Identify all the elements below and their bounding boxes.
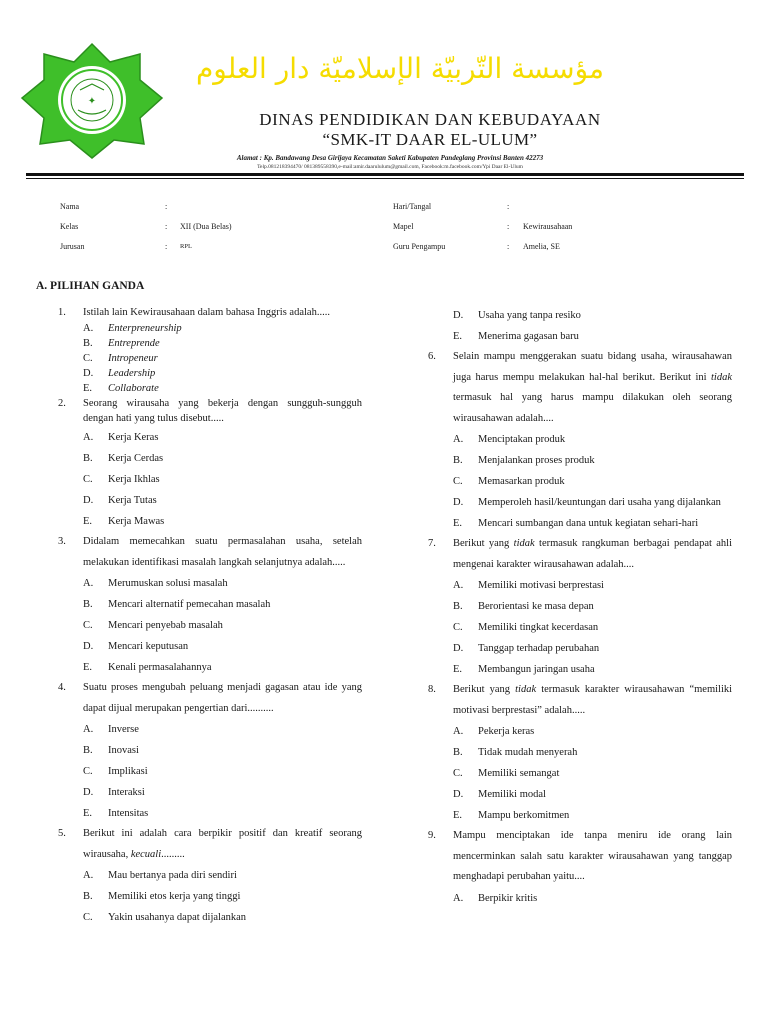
option-letter: A. (453, 892, 464, 904)
option-letter: C. (453, 768, 463, 779)
option-letter: B. (83, 891, 93, 902)
info-value: RPL (180, 243, 192, 250)
option-text: Berpikir kritis (478, 892, 538, 904)
info-label: Kelas (60, 222, 79, 231)
answer-option[interactable] (58, 782, 362, 803)
question-number: 9. (428, 830, 436, 841)
option-text: Merumuskan solusi masalah (108, 578, 228, 589)
option-text: Implikasi (108, 766, 148, 777)
info-label: Jurusan (60, 242, 85, 251)
question-7 (428, 534, 732, 575)
option-text: Memiliki motivasi berprestasi (478, 580, 604, 591)
option-text: Mencari alternatif pemecahan masalah (108, 599, 271, 610)
option-text: Mencari sumbangan dana untuk kegiatan sehari-hari (478, 518, 699, 529)
question-emphasis: tidak (711, 371, 733, 383)
option-text: Pekerja keras (478, 726, 535, 737)
question-number: 8. (428, 684, 436, 695)
answer-option[interactable] (428, 471, 732, 492)
option-text: Kerja Ikhlas (108, 474, 160, 485)
answer-option[interactable] (58, 511, 362, 532)
header-divider-thick (26, 173, 744, 176)
option-letter: A. (83, 724, 94, 735)
section-title: A. PILIHAN GANDA (36, 280, 145, 292)
option-text: Kenali permasalahannya (108, 662, 212, 673)
option-text: Inverse (108, 724, 139, 735)
option-letter: B. (83, 453, 93, 464)
question-number: 3. (58, 536, 66, 547)
question-text: Mampu menciptakan ide tanpa meniru ide orang lain mencerminkan salah satu karakter wirausahawan yang tanggap menghadapi perubahan yaitu.... (453, 830, 732, 882)
question-text-end: termasuk hal yang harus mampu dilakukan oleh seorang wirausahawan adalah.... (453, 392, 732, 424)
question-9 (428, 826, 732, 888)
option-letter: E. (83, 662, 93, 673)
arabic-foundation-title: مؤسسة التّربيّة الإسلاميّة دار العلوم (195, 52, 605, 85)
answer-option[interactable] (428, 721, 732, 742)
option-letter: B. (83, 745, 93, 756)
school-name: “SMK-IT DAAR EL-ULUM” (322, 130, 538, 149)
option-letter: C. (83, 620, 93, 631)
answer-option[interactable] (428, 575, 732, 596)
option-text: Yakin usahanya dapat dijalankan (108, 912, 247, 923)
answer-option[interactable] (428, 326, 732, 347)
info-label: Mapel (393, 222, 414, 231)
option-text: Kerja Keras (108, 432, 159, 443)
question-text-end: ......... (161, 848, 185, 860)
answer-option[interactable] (58, 469, 362, 490)
option-text: Mencari penyebab masalah (108, 620, 223, 631)
questions-left-column (58, 305, 362, 928)
option-text: Collaborate (108, 383, 159, 394)
option-text: Memiliki modal (478, 789, 546, 800)
option-text: Intropeneur (108, 353, 158, 364)
option-letter: E. (83, 383, 93, 394)
question-text: Berikut yang (453, 684, 511, 695)
option-text: Menjalankan proses produk (478, 455, 595, 466)
info-value: Amelia, SE (523, 242, 560, 251)
option-text: Membangun jaringan usaha (478, 664, 595, 675)
info-label: Nama (60, 202, 80, 211)
option-text: Memiliki tingkat kecerdasan (478, 622, 599, 633)
question-emphasis: kecuali (130, 848, 162, 860)
option-letter: C. (83, 766, 93, 777)
option-text: Menerima gagasan baru (478, 331, 579, 342)
answer-option[interactable] (58, 615, 362, 636)
option-text: Tidak mudah menyerah (478, 747, 578, 758)
info-label: Hari/Tangal (393, 202, 432, 211)
info-value: Kewirausahaan (523, 222, 573, 231)
question-text-end: termasuk rangkuman berbagai pendapat ahli mengenai karakter wirausahawan adalah.... (453, 538, 733, 570)
info-colon: : (165, 242, 168, 251)
option-text: Memperoleh hasil/keuntungan dari usaha yang dijalankan (478, 497, 721, 508)
info-row-kelas (60, 222, 380, 234)
question-8 (428, 680, 732, 721)
option-letter: C. (83, 353, 93, 364)
answer-option[interactable] (428, 888, 732, 909)
option-letter: E. (453, 331, 463, 342)
info-colon: : (507, 202, 510, 211)
option-letter: A. (453, 726, 464, 737)
option-letter: B. (453, 747, 463, 758)
info-colon: : (165, 222, 168, 231)
option-letter: C. (453, 622, 463, 633)
answer-option[interactable] (58, 803, 362, 824)
question-text-end: termasuk karakter wirausahawan “memiliki motivasi berprestasi” adalah..... (453, 684, 733, 716)
answer-option[interactable] (428, 742, 732, 763)
option-letter: D. (83, 368, 94, 379)
info-colon: : (165, 202, 168, 211)
answer-option[interactable] (428, 596, 732, 617)
answer-option[interactable] (58, 719, 362, 740)
option-letter: D. (453, 497, 464, 508)
question-text: Berikut yang (453, 538, 510, 549)
option-text: Kerja Cerdas (108, 453, 164, 464)
question-emphasis: tidak (515, 684, 537, 695)
option-text: Intensitas (108, 808, 149, 819)
school-address: Alamat : Kp. Bandawang Desa Girijaya Kecamatan Saketi Kabupaten Pandeglang Provinsi Banten 42273 (236, 154, 544, 162)
option-letter: A. (453, 434, 464, 445)
info-row-guru (393, 242, 713, 254)
answer-option[interactable] (58, 636, 362, 657)
option-letter: B. (83, 599, 93, 610)
questions-right-column (428, 305, 732, 909)
answer-option[interactable] (428, 784, 732, 805)
option-letter: B. (83, 338, 93, 349)
answer-option[interactable] (428, 659, 732, 680)
option-text: Tanggap terhadap perubahan (478, 643, 600, 654)
question-text: Suatu proses mengubah peluang menjadi gagasan atau ide yang dapat dijual merupakan pengertian dari.......... (83, 682, 362, 714)
question-4 (58, 678, 362, 719)
option-letter: C. (83, 912, 93, 923)
answer-option[interactable] (58, 427, 362, 448)
question-text: Istilah lain Kewirausahaan dalam bahasa Inggris adalah..... (83, 307, 330, 318)
option-letter: A. (83, 432, 94, 443)
answer-option[interactable] (58, 740, 362, 761)
info-row-jurusan (60, 242, 380, 254)
answer-option[interactable] (58, 490, 362, 511)
option-text: Entreprende (108, 338, 160, 349)
option-text: Usaha yang tanpa resiko (478, 310, 581, 321)
option-letter: E. (453, 518, 463, 529)
option-letter: D. (83, 787, 94, 798)
answer-option[interactable] (428, 450, 732, 471)
option-text: Enterpreneurship (108, 323, 182, 334)
answer-option[interactable] (428, 429, 732, 450)
option-letter: C. (453, 476, 463, 487)
option-text: Menciptakan produk (478, 434, 566, 445)
option-letter: A. (453, 580, 464, 591)
answer-option[interactable] (58, 907, 362, 928)
option-text: Kerja Mawas (108, 516, 165, 527)
question-number: 1. (58, 307, 66, 318)
option-letter: A. (83, 870, 94, 881)
answer-option[interactable] (58, 336, 362, 351)
answer-option[interactable] (58, 321, 362, 336)
question-emphasis: tidak (513, 538, 535, 549)
student-info (60, 202, 380, 262)
option-letter: B. (453, 455, 463, 466)
answer-option[interactable] (58, 381, 362, 396)
answer-option[interactable] (428, 805, 732, 826)
option-text: Leadership (108, 368, 156, 379)
school-logo (18, 40, 166, 160)
option-text: Memiliki semangat (478, 768, 560, 779)
answer-option[interactable] (58, 351, 362, 366)
question-5 (58, 824, 362, 865)
option-text: Berorientasi ke masa depan (478, 601, 594, 612)
option-text: Memiliki etos kerja yang tinggi (108, 891, 241, 902)
option-letter: D. (83, 641, 94, 652)
question-text: Seorang wirausaha yang bekerja dengan sungguh-sungguh dengan hati yang tulus disebut..... (83, 398, 362, 424)
option-text: Kerja Tutas (108, 495, 157, 506)
option-letter: D. (453, 643, 464, 654)
question-2 (58, 396, 362, 426)
option-letter: D. (453, 310, 464, 321)
option-letter: D. (453, 789, 464, 800)
question-text: Selain mampu menggerakan suatu bidang usaha, wirausahawan juga harus mempu melakukan hal-hal berikut. Berikut ini (453, 351, 732, 383)
option-text: Memasarkan produk (478, 476, 565, 487)
option-letter: B. (453, 601, 463, 612)
svg-text:✦: ✦ (87, 96, 97, 107)
question-number: 6. (428, 351, 436, 362)
answer-option[interactable] (428, 305, 732, 326)
answer-option[interactable] (428, 617, 732, 638)
option-text: Mampu berkomitmen (478, 810, 570, 821)
option-text: Inovasi (108, 745, 139, 756)
option-text: Mencari keputusan (108, 641, 189, 652)
answer-option[interactable] (58, 594, 362, 615)
question-number: 4. (58, 682, 66, 693)
option-text: Mau bertanya pada diri sendiri (108, 870, 237, 881)
question-3 (58, 532, 362, 573)
info-colon: : (507, 242, 510, 251)
question-6 (428, 347, 732, 429)
header-divider-thin (26, 178, 744, 179)
question-1 (58, 305, 362, 320)
answer-option[interactable] (58, 886, 362, 907)
answer-option[interactable] (58, 761, 362, 782)
answer-option[interactable] (428, 638, 732, 659)
option-letter: E. (453, 810, 463, 821)
info-row-nama (60, 202, 380, 214)
option-letter: E. (453, 664, 463, 675)
exam-info (393, 202, 713, 262)
info-colon: : (507, 222, 510, 231)
answer-option[interactable] (58, 573, 362, 594)
option-letter: C. (83, 474, 93, 485)
school-contact: Telp.081218394470/ 081389558390,e-mail:amir.daarululum@gmail.com, Facebook:m.facebook.com/Ypi Daar El-Ulum (257, 164, 523, 170)
question-text: Didalam memecahkan suatu permasalahan usaha, setelah melakukan identifikasi masalah langkah selanjutnya adalah..... (83, 536, 362, 568)
info-row-hari (393, 202, 713, 214)
answer-option[interactable] (428, 763, 732, 784)
answer-option[interactable] (58, 657, 362, 678)
info-row-mapel (393, 222, 713, 234)
info-value: XII (Dua Belas) (180, 222, 232, 231)
department-title: DINAS PENDIDIKAN DAN KEBUDAYAAN (259, 110, 601, 129)
answer-option[interactable] (58, 366, 362, 381)
option-letter: E. (83, 808, 93, 819)
question-number: 7. (428, 538, 436, 549)
option-letter: A. (83, 578, 94, 589)
question-number: 5. (58, 828, 66, 839)
answer-option[interactable] (58, 865, 362, 886)
question-number: 2. (58, 398, 66, 409)
question-text: Berikut ini adalah cara berpikir positif dan kreatif seorang wirausaha, (83, 828, 362, 860)
answer-option[interactable] (428, 513, 732, 534)
option-text: Interaksi (108, 787, 145, 798)
option-letter: D. (83, 495, 94, 506)
answer-option[interactable] (428, 492, 732, 513)
option-letter: A. (83, 323, 94, 334)
info-label: Guru Pengampu (393, 242, 446, 251)
option-letter: E. (83, 516, 93, 527)
answer-option[interactable] (58, 448, 362, 469)
